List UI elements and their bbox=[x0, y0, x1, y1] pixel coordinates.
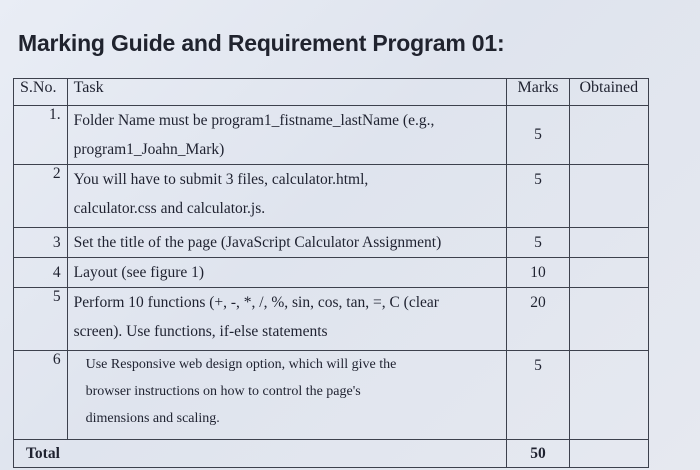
table-row bbox=[14, 165, 649, 228]
row-marks: 5 bbox=[507, 106, 569, 165]
row-sno: 5 bbox=[14, 288, 68, 351]
row-marks: 5 bbox=[507, 228, 569, 258]
header-sno: S.No. bbox=[14, 79, 68, 106]
row-obtained bbox=[569, 258, 648, 288]
row-sno: 6 bbox=[14, 351, 68, 440]
row-task bbox=[67, 288, 507, 351]
row-marks: 10 bbox=[507, 258, 569, 288]
row-task bbox=[67, 106, 507, 165]
table-header-row bbox=[14, 79, 649, 106]
task-line: Use Responsive web design option, which will give the bbox=[85, 357, 397, 372]
row-sno: 3 bbox=[14, 228, 68, 258]
task-line: dimensions and scaling. bbox=[85, 411, 220, 426]
task-line: calculator.css and calculator.js. bbox=[73, 200, 266, 217]
row-marks: 5 bbox=[507, 351, 569, 440]
row-marks: 20 bbox=[507, 288, 569, 351]
table-row bbox=[14, 258, 649, 288]
total-obtained bbox=[569, 440, 648, 468]
row-sno: 2 bbox=[14, 165, 68, 228]
total-label: Total bbox=[14, 440, 507, 468]
task-line: program1_Joahn_Mark) bbox=[73, 141, 225, 158]
row-obtained bbox=[569, 228, 648, 258]
row-sno: 4 bbox=[14, 258, 68, 288]
row-marks: 5 bbox=[507, 165, 569, 228]
task-line: You will have to submit 3 files, calculator.html, bbox=[73, 171, 369, 188]
header-obtained: Obtained bbox=[569, 79, 648, 106]
header-task: Task bbox=[67, 79, 507, 106]
table-row bbox=[14, 106, 649, 165]
row-task: Layout (see figure 1) bbox=[67, 258, 507, 288]
row-task: Set the title of the page (JavaScript Calculator Assignment) bbox=[67, 228, 507, 258]
marking-guide-table-container bbox=[13, 78, 649, 468]
task-line: browser instructions on how to control the page's bbox=[85, 384, 361, 399]
header-marks: Marks bbox=[507, 79, 569, 106]
marking-guide-table bbox=[13, 78, 649, 468]
row-task bbox=[67, 351, 507, 440]
total-row bbox=[14, 440, 649, 468]
row-obtained bbox=[569, 288, 648, 351]
table-row bbox=[14, 288, 649, 351]
row-obtained bbox=[569, 165, 648, 228]
table-row bbox=[14, 228, 649, 258]
document-title: Marking Guide and Requirement Program 01: bbox=[18, 30, 505, 56]
row-obtained bbox=[569, 106, 648, 165]
total-marks: 50 bbox=[507, 440, 569, 468]
task-line: Folder Name must be program1_fistname_lastName (e.g., bbox=[73, 112, 435, 129]
task-line: screen). Use functions, if-else statements bbox=[73, 323, 328, 340]
table-row bbox=[14, 351, 649, 440]
row-task bbox=[67, 165, 507, 228]
row-obtained bbox=[569, 351, 648, 440]
task-line: Perform 10 functions (+, -, *, /, %, sin, cos, tan, =, C (clear bbox=[73, 294, 439, 311]
row-sno: 1. bbox=[14, 106, 68, 165]
